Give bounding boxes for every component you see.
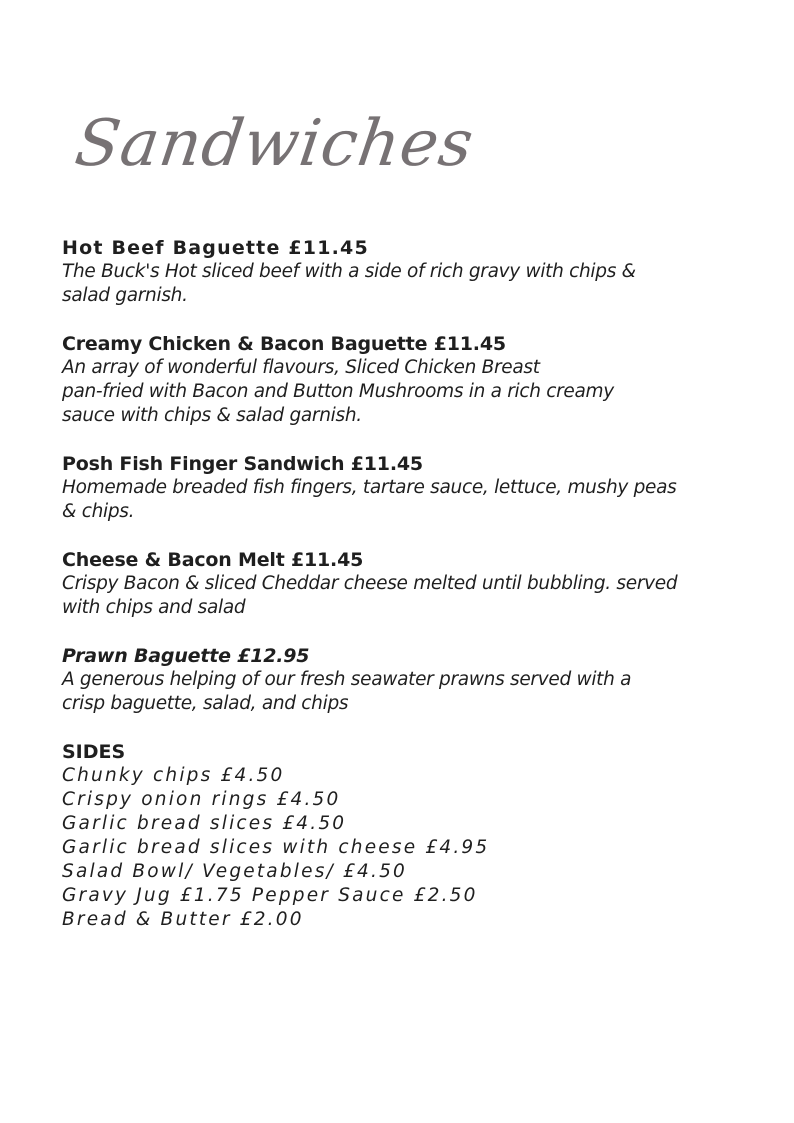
menu-item	[62, 644, 722, 716]
menu-item-name: Posh Fish Finger Sandwich £11.45	[62, 453, 423, 475]
side-item: Garlic bread slices £4.50	[62, 813, 347, 834]
menu-item	[62, 452, 722, 524]
description-line: pan-fried with Bacon and Button Mushrooms in a rich creamy	[62, 381, 614, 402]
menu-title: Sandwiches	[70, 107, 479, 181]
side-item: Salad Bowl/ Vegetables/ £4.50	[62, 861, 408, 882]
menu-content	[62, 236, 722, 932]
menu-item-description	[62, 260, 722, 308]
description-line: Homemade breaded fish fingers, tartare sauce, lettuce, mushy peas	[62, 477, 677, 498]
side-item: Gravy Jug £1.75 Pepper Sauce £2.50	[62, 885, 478, 906]
menu-item	[62, 236, 722, 308]
sides-section	[62, 740, 722, 932]
description-line: sauce with chips & salad garnish.	[62, 405, 362, 426]
description-line: Crispy Bacon & sliced Cheddar cheese melted until bubbling. served	[62, 573, 678, 594]
description-line: & chips.	[62, 501, 135, 522]
menu-item-description	[62, 356, 722, 428]
menu-item	[62, 332, 722, 428]
side-item: Chunky chips £4.50	[62, 765, 285, 786]
side-item: Bread & Butter £2.00	[62, 909, 304, 930]
menu-item-name: Creamy Chicken & Bacon Baguette £11.45	[62, 333, 506, 355]
description-line: salad garnish.	[62, 285, 188, 306]
sides-list	[62, 764, 722, 932]
side-item: Garlic bread slices with cheese £4.95	[62, 837, 490, 858]
menu-item-description	[62, 668, 722, 716]
description-line: An array of wonderful flavours, Sliced Chicken Breast	[62, 357, 540, 378]
menu-item-description	[62, 572, 722, 620]
description-line: The Buck's Hot sliced beef with a side of rich gravy with chips &	[62, 261, 636, 282]
description-line: crisp baguette, salad, and chips	[62, 693, 349, 714]
side-item: Crispy onion rings £4.50	[62, 789, 341, 810]
description-line: with chips and salad	[62, 597, 246, 618]
menu-item-name: Cheese & Bacon Melt £11.45	[62, 549, 364, 571]
menu-item-name: Prawn Baguette £12.95	[62, 645, 310, 667]
sides-heading: SIDES	[62, 741, 126, 763]
menu-item-description	[62, 476, 722, 524]
menu-item	[62, 548, 722, 620]
menu-item-name: Hot Beef Baguette £11.45	[62, 237, 369, 259]
description-line: A generous helping of our fresh seawater prawns served with a	[62, 669, 632, 690]
